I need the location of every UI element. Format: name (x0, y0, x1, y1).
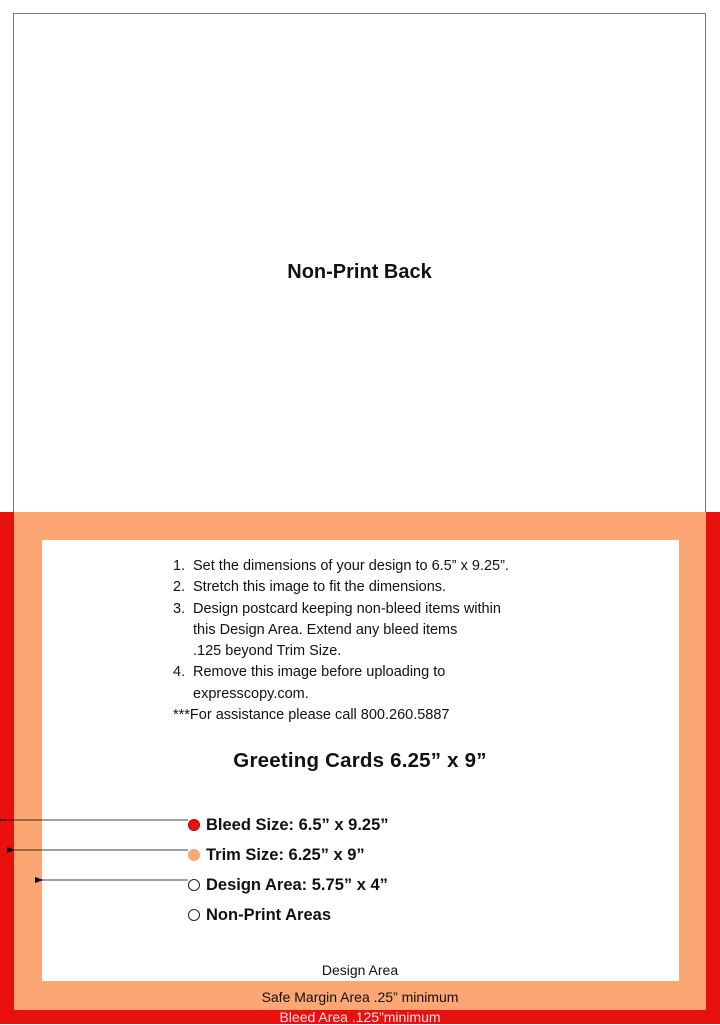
legend (188, 810, 389, 930)
instruction-text: Set the dimensions of your design to 6.5” x 9.25”. (193, 558, 509, 574)
legend-item-design (188, 870, 389, 900)
legend-label: Non-Print Areas (206, 905, 331, 924)
white-dot-icon (188, 879, 200, 891)
instruction-text: Design postcard keeping non-bleed items within (193, 600, 501, 617)
instruction-text: Remove this image before uploading to (193, 664, 446, 681)
red-dot-icon (188, 819, 200, 831)
safe-margin-label: Safe Margin Area .25” minimum (261, 989, 459, 1005)
instruction-number: 1. (173, 558, 186, 574)
bleed-area-label: Bleed Area .125”minimum (279, 1009, 441, 1025)
instruction-number: 4. (173, 664, 186, 681)
orange-dot-icon (188, 849, 200, 861)
legend-label: Design Area: 5.75” x 4” (206, 875, 388, 894)
legend-label: Trim Size: 6.25” x 9” (206, 845, 365, 864)
instruction-text: Stretch this image to fit the dimensions. (193, 579, 447, 596)
instruction-text: this Design Area. Extend any bleed items (193, 621, 458, 638)
back-title: Non-Print Back (287, 261, 432, 283)
legend-label: Bleed Size: 6.5” x 9.25” (206, 815, 389, 834)
instruction-text: .125 beyond Trim Size. (193, 643, 342, 660)
card-title: Greeting Cards 6.25” x 9” (233, 749, 487, 772)
legend-item-bleed (188, 810, 389, 840)
instruction-number: 2. (173, 579, 186, 596)
legend-item-nonprint (188, 900, 389, 930)
assistance-text: ***For assistance please call 800.260.5887 (173, 707, 450, 724)
instruction-text: expresscopy.com. (193, 685, 309, 702)
legend-item-trim (188, 840, 389, 870)
design-area-label: Design Area (321, 962, 399, 978)
white-dot-icon (188, 909, 200, 921)
instruction-number: 3. (173, 600, 186, 617)
